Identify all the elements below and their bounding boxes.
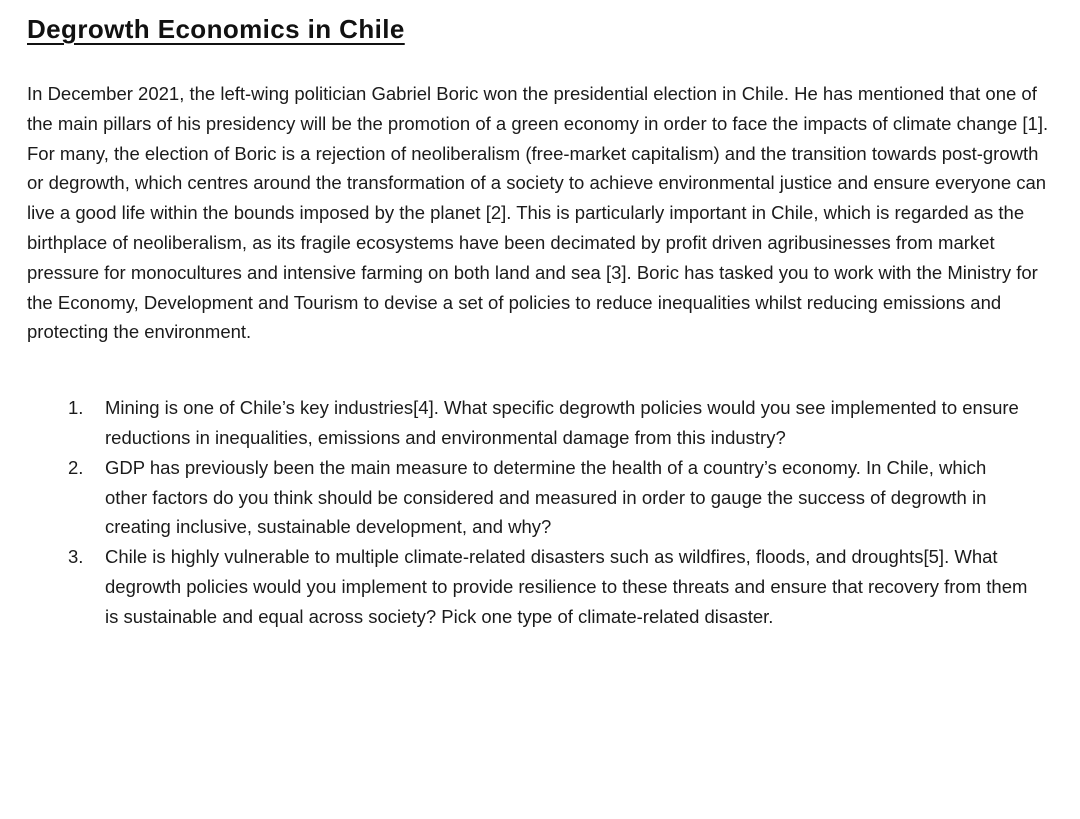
page-title: Degrowth Economics in Chile: [27, 14, 405, 44]
questions-list: [27, 393, 1052, 631]
intro-paragraph: In December 2021, the left-wing politician Gabriel Boric won the presidential election in Chile. He has mentioned that one of the main pillars of his presidency will be the promotion of a green economy in order to face the impacts of climate change [1]. For many, the election of Boric is a rejection of neoliberalism (free-market capitalism) and the transition towards post-growth or degrowth, which centres around the transformation of a society to achieve environmental justice and ensure everyone can live a good life within the bounds imposed by the planet [2]. This is particularly important in Chile, which is regarded as the birthplace of neoliberalism, as its fragile ecosystems have been decimated by profit driven agribusinesses from market pressure for monocultures and intensive farming on both land and sea [3]. Boric has tasked you to work with the Ministry for the Economy, Development and Tourism to devise a set of policies to reduce inequalities whilst reducing emissions and protecting the environment.: [27, 83, 1049, 343]
list-item-number: 2.: [68, 456, 84, 478]
list-item-text: GDP has previously been the main measure to determine the health of a country’s economy. In Chile, which other factors do you think should be considered and measured in order to gauge the success of degrowth in creating inclusive, sustainable development, and why?: [105, 456, 987, 538]
list-item-number: 3.: [68, 546, 84, 568]
list-item: [27, 453, 1052, 542]
list-item-number: 1.: [68, 397, 84, 419]
list-item: [27, 542, 1052, 631]
list-item: [27, 393, 1052, 453]
list-item-text: Chile is highly vulnerable to multiple climate-related disasters such as wildfires, floods, and droughts[5]. What degrowth policies would you implement to provide resilience to these threats and ensure that recovery from them is sustainable and equal across society? Pick one type of climate-related disaster.: [105, 546, 1028, 627]
list-item-text: Mining is one of Chile’s key industries[4]. What specific degrowth policies would you see implemented to ensure reductions in inequalities, emissions and environmental damage from this industry?: [105, 397, 1019, 448]
